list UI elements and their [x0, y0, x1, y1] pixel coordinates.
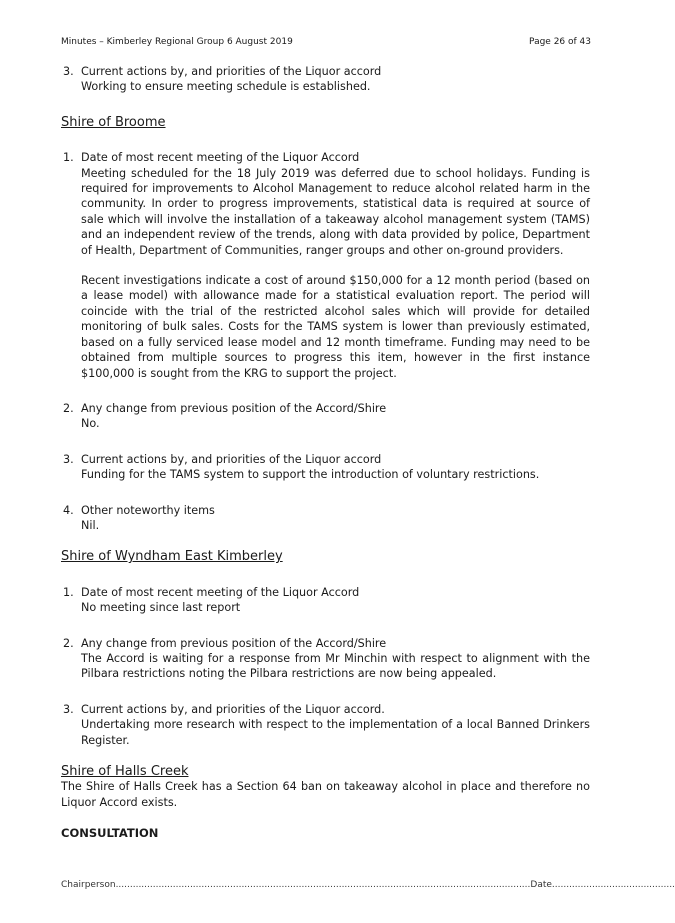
page-header	[61, 37, 591, 47]
wyndham-item-1	[61, 585, 590, 616]
top-item	[61, 64, 590, 95]
item-heading: Current actions by, and priorities of the Liquor accord.	[81, 702, 385, 716]
section-title-wyndham: Shire of Wyndham East Kimberley	[61, 549, 283, 565]
halls-creek-text: The Shire of Halls Creek has a Section 64 ban on takeaway alcohol in place and therefore no Liquor Accord exists.	[61, 780, 590, 809]
item-number: 1.	[63, 151, 74, 165]
item-heading: Current actions by, and priorities of the Liquor accord	[81, 452, 382, 466]
section-title-broome: Shire of Broome	[61, 114, 166, 130]
chairperson-dotted-line: .................................................................................................................................................	[115, 880, 531, 890]
item-paragraph: Meeting scheduled for the 18 July 2019 was deferred due to school holidays. Funding is required for improvements to Alcohol Management to reduce alcohol related harm in the community. In order to progress improvements, statistical data is required at source of sale which will involve the installation of a takeaway alcohol management system (TAMS) and an independent review of the trends, along with data provided by police, Department of Health, Department of Communities, ranger groups and other on-ground providers.	[81, 166, 590, 257]
item-paragraph: Undertaking more research with respect to the implementation of a local Banned Drinkers Register.	[81, 718, 590, 747]
date-label: Date	[530, 880, 552, 890]
item-text: Working to ensure meeting schedule is established.	[81, 80, 371, 94]
item-paragraph: The Accord is waiting for a response from Mr Minchin with respect to alignment with the Pilbara restrictions noting the Pilbara restrictions are now being appealed.	[81, 651, 590, 681]
broome-item-4	[61, 503, 590, 534]
date-dotted-line: ...........................................	[551, 880, 675, 890]
item-heading: Other noteworthy items	[81, 503, 215, 517]
item-heading: Any change from previous position of the Accord/Shire	[81, 636, 387, 650]
item-heading: Any change from previous position of the Accord/Shire	[81, 401, 387, 415]
item-paragraph: No.	[81, 417, 100, 431]
item-heading: Date of most recent meeting of the Liquor Accord	[81, 585, 360, 599]
wyndham-item-3	[61, 702, 590, 748]
chairperson-label: Chairperson	[61, 880, 116, 890]
wyndham-item-2	[61, 636, 590, 682]
broome-item-3	[61, 452, 590, 483]
signature-footer	[61, 880, 675, 890]
item-number: 4.	[63, 503, 74, 517]
item-paragraph: Nil.	[81, 518, 100, 532]
item-paragraph: Recent investigations indicate a cost of around $150,000 for a 12 month period (based on a lease model) with allowance made for a statistical evaluation report. The period will coincide with the trial of the restricted alcohol sales which will provide for detailed monitoring of bulk sales. Costs for the TAMS system is lower than previously estimated, based on a fully serviced lease model and 12 month timeframe. Funding may need to be obtained from multiple sources to progress this item, however in the first instance $100,000 is sought from the KRG to support the project.	[81, 274, 590, 380]
item-heading: Current actions by, and priorities of the Liquor accord	[81, 65, 382, 78]
item-paragraph: No meeting since last report	[81, 601, 241, 615]
section-title-halls-creek: Shire of Halls Creek	[61, 764, 189, 779]
item-number: 3.	[63, 452, 74, 466]
item-number: 1.	[63, 585, 74, 599]
consultation-heading: CONSULTATION	[61, 826, 159, 841]
item-number: 3.	[63, 702, 74, 716]
item-paragraph: Funding for the TAMS system to support the introduction of voluntary restrictions.	[81, 468, 540, 482]
item-heading: Date of most recent meeting of the Liquor Accord	[81, 151, 360, 165]
item-number: 2.	[63, 636, 74, 650]
item-number: 2.	[63, 401, 74, 415]
broome-item-2	[61, 401, 590, 432]
broome-item-1	[61, 150, 590, 381]
item-number: 3.	[63, 65, 74, 78]
page-content	[61, 64, 590, 842]
page-number: Page 26 of 43	[529, 37, 591, 47]
header-title: Minutes – Kimberley Regional Group 6 August 2019	[61, 37, 293, 47]
